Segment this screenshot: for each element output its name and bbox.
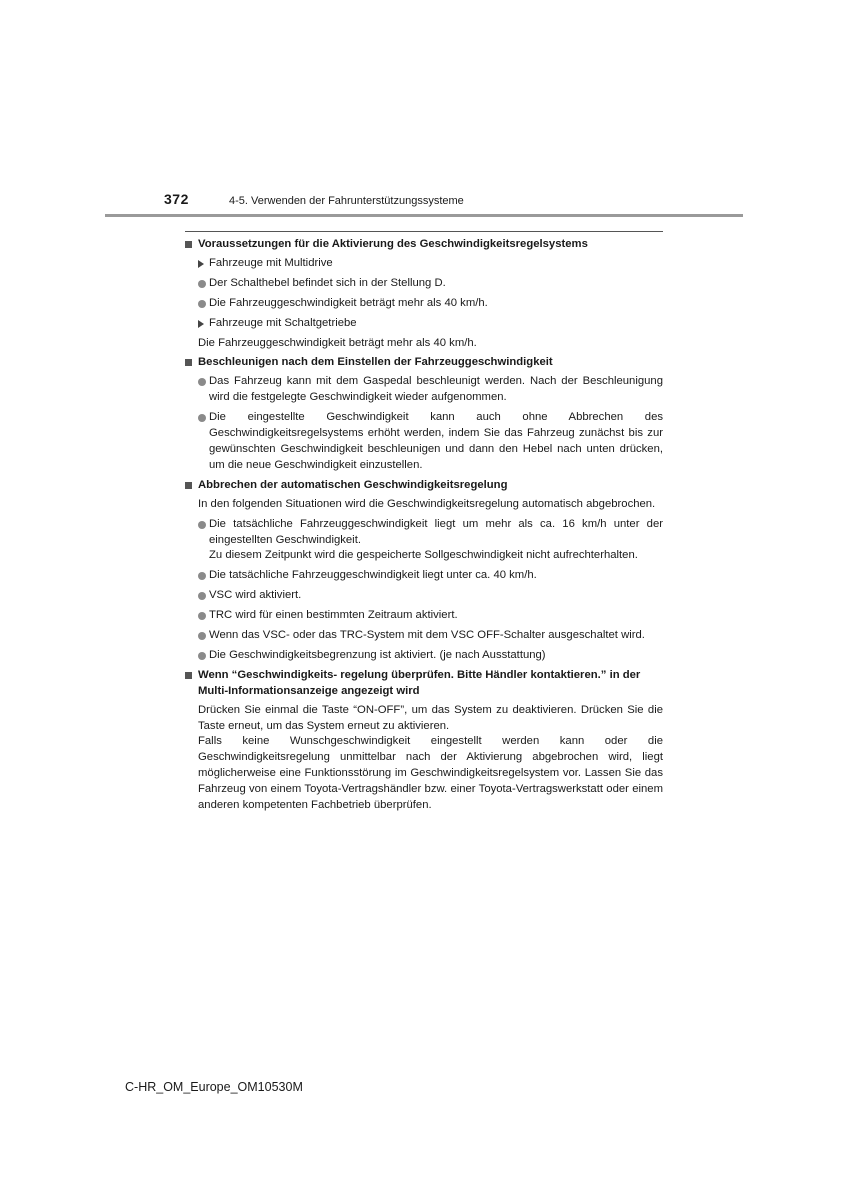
header-rule: [105, 214, 743, 217]
list-item-text: Das Fahrzeug kann mit dem Gaspedal beschleunigt werden. Nach der Beschleunigung wird die festgelegte Geschwindigkeit wieder aufgenommen.: [209, 375, 663, 404]
arrow-right-icon: [198, 320, 204, 328]
section-activation-requirements: [185, 237, 663, 351]
paragraph: In den folgenden Situationen wird die Geschwindigkeitsregelung automatisch abgebrochen.: [198, 497, 656, 510]
list-item: [198, 588, 663, 604]
circle-bullet-icon: [198, 378, 206, 386]
list-item-text: Der Schalthebel befindet sich in der Stellung D.: [209, 276, 446, 289]
circle-bullet-icon: [198, 300, 206, 308]
section-heading: [185, 355, 663, 371]
square-bullet-icon: [185, 672, 192, 679]
list-item: [198, 628, 663, 644]
list-item: [198, 517, 663, 565]
page-number: 372: [164, 191, 189, 207]
list-item-note: Zu diesem Zeitpunkt wird die gespeicherte Sollgeschwindigkeit nicht aufrechterhalten.: [209, 549, 638, 562]
paragraph: Falls keine Wunschgeschwindigkeit eingestellt werden kann oder die Geschwindigkeitsregelung unmittelbar nach der Aktivierung abgebrochen wird, liegt möglicherweise eine Funktionsstörung im Geschwindigkeitsregelsystem vor. Lassen Sie das Fahrzeug von einem Toyota-Vertragshändler bzw. einer Toyota-Vertragswerkstatt oder einem anderen kompetenten Fachbetrieb überprüfen.: [198, 735, 663, 812]
chapter-title: 4-5. Verwenden der Fahrunterstützungssysteme: [229, 195, 464, 207]
circle-bullet-icon: [198, 612, 206, 620]
circle-bullet-icon: [198, 652, 206, 660]
square-bullet-icon: [185, 359, 192, 366]
list-item: [198, 410, 663, 474]
section-heading-text: Abbrechen der automatischen Geschwindigkeitsregelung: [198, 478, 508, 491]
section-heading-text: Wenn “Geschwindigkeits- regelung überprüfen. Bitte Händler kontaktieren.” in der Multi-Informationsanzeige angezeigt wird: [198, 668, 641, 697]
sub-label-text: Fahrzeuge mit Multidrive: [209, 256, 333, 269]
square-bullet-icon: [185, 241, 192, 248]
list-item-text: VSC wird aktiviert.: [209, 589, 302, 602]
content-area: [185, 237, 663, 818]
section-accelerating: [185, 355, 663, 473]
section-heading-text: Beschleunigen nach dem Einstellen der Fahrzeuggeschwindigkeit: [198, 356, 553, 369]
sub-label-text: Fahrzeuge mit Schaltgetriebe: [209, 316, 357, 329]
list-item: [198, 296, 663, 312]
list-item-text: Die tatsächliche Fahrzeuggeschwindigkeit liegt unter ca. 40 km/h.: [209, 569, 537, 582]
list-item: [198, 648, 663, 664]
section-heading: [185, 668, 663, 700]
list-item-text: Die tatsächliche Fahrzeuggeschwindigkeit liegt um mehr als ca. 16 km/h unter der eingestellten Geschwindigkeit.: [209, 517, 663, 546]
paragraph: Drücken Sie einmal die Taste “ON-OFF”, um das System zu deaktivieren. Drücken Sie die Taste erneut, um das System erneut zu aktivieren.: [198, 703, 663, 732]
sub-label-manual: [198, 316, 663, 332]
list-item: [198, 276, 663, 292]
list-item: [198, 608, 663, 624]
list-item-text: Die Fahrzeuggeschwindigkeit beträgt mehr als 40 km/h.: [209, 296, 488, 309]
section-heading: [185, 237, 663, 253]
paragraph: Die Fahrzeuggeschwindigkeit beträgt mehr als 40 km/h.: [198, 336, 477, 349]
arrow-right-icon: [198, 260, 204, 268]
list-item: [198, 374, 663, 406]
square-bullet-icon: [185, 482, 192, 489]
section-check-message: [185, 668, 663, 814]
circle-bullet-icon: [198, 632, 206, 640]
section-heading: [185, 478, 663, 494]
list-item-text: Die Geschwindigkeitsbegrenzung ist aktiviert. (je nach Ausstattung): [209, 648, 546, 661]
section-cancellation: [185, 478, 663, 664]
list-item-text: Wenn das VSC- oder das TRC-System mit dem VSC OFF-Schalter ausgeschaltet wird.: [209, 629, 645, 642]
circle-bullet-icon: [198, 280, 206, 288]
circle-bullet-icon: [198, 414, 206, 422]
list-item: [198, 568, 663, 584]
content-top-rule: [185, 231, 663, 232]
list-item-text: TRC wird für einen bestimmten Zeitraum aktiviert.: [209, 609, 458, 622]
circle-bullet-icon: [198, 572, 206, 580]
document-code: C-HR_OM_Europe_OM10530M: [125, 1080, 303, 1094]
sub-label-multidrive: [198, 256, 663, 272]
list-item-text: Die eingestellte Geschwindigkeit kann auch ohne Abbrechen des Geschwindigkeitsregelsystems erhöht werden, indem Sie das Fahrzeug zunächst bis zur gewünschten Geschwindigkeit beschleunigen und dann den Hebel nach unten drücken, um die neue Geschwindigkeit einzustellen.: [209, 411, 663, 471]
section-heading-text: Voraussetzungen für die Aktivierung des Geschwindigkeitsregelsystems: [198, 238, 588, 250]
circle-bullet-icon: [198, 521, 206, 529]
circle-bullet-icon: [198, 592, 206, 600]
